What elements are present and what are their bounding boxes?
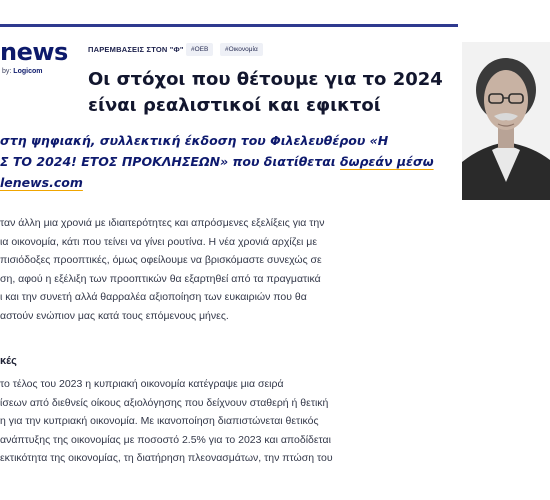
paragraph-2-line: ανάπτυξης της οικονομίας με ποσοστό 2.5% για το 2023 και αποδίδεται — [0, 433, 331, 446]
paragraph-2-line: το τέλος του 2023 η κυπριακή οικονομία κατέγραψε μια σειρά — [0, 378, 284, 390]
paragraph-1-line: ταν άλλη μια χρονιά με ιδιαιτερότητες και απρόσμενες εξελίξεις για την — [0, 217, 325, 229]
logo-tagline-prefix: by: — [2, 68, 12, 75]
section-subheading: κές — [0, 355, 17, 367]
intro-line-3 — [0, 172, 448, 193]
free-access-link[interactable]: δωρεάν μέσω — [340, 154, 434, 169]
article-headline — [88, 67, 458, 119]
headline-line-2: είναι ρεαλιστικοί και εφικτοί — [88, 95, 381, 116]
site-logo[interactable]: news — [0, 38, 68, 66]
paragraph-1-line: ση, αφού η εξέλιξη των προοπτικών θα εξαρτηθεί από τα πραγματικά — [0, 272, 321, 285]
intro-line-2 — [0, 151, 448, 172]
paragraph-2-line: η για την κυπριακή οικονομία. Με ικανοποίηση διαπιστώνεται θετικός — [0, 415, 319, 427]
intro-line-2-text: Σ ΤΟ 2024! ΕΤΟΣ ΠΡΟΚΛΗΣΕΩΝ» που διατίθεται — [0, 154, 341, 169]
paragraph-1-line: ια οικονομία, κάτι που τείνει να γίνει ρουτίνα. Η νέα χρονιά αρχίζει με — [0, 235, 318, 248]
headline-line-1: Οι στόχοι που θέτουμε για το 2024 — [88, 69, 443, 90]
paragraph-2-line: εκτικότητα της οικονομίας, τη διατήρηση πλεονασμάτων, την πτώση του — [0, 452, 333, 464]
tag-economy[interactable]: #Οικονομία — [220, 43, 263, 56]
author-photo — [462, 42, 550, 200]
intro-line-1: στη ψηφιακή, συλλεκτική έκδοση του Φιλελευθέρου «Η — [0, 133, 389, 148]
article-intro — [0, 130, 448, 193]
paragraph-1-line: ι και την συνετή αλλά θαρραλέα αξιοποίηση των ευκαιριών που θα — [0, 291, 307, 303]
paragraph-1 — [0, 214, 460, 325]
header-rule — [0, 24, 458, 27]
logo-tagline-brand: Logicom — [13, 68, 43, 75]
paragraph-2 — [0, 375, 460, 468]
section-label[interactable]: ΠΑΡΕΜΒΑΣΕΙΣ ΣΤΟΝ "Φ" — [88, 45, 184, 54]
paragraph-1-line: πισιόδοξες προοπτικές, όμως οφείλουμε να βρισκόμαστε συνεχώς σε — [0, 254, 322, 266]
tag-oeb[interactable]: #ΟΕΒ — [186, 43, 213, 56]
paragraph-1-line: αστούν ενώπιον μας κατά τους επόμενους μήνες. — [0, 309, 229, 322]
logo-tagline — [2, 68, 42, 75]
paragraph-2-line: ίσεων από διεθνείς οίκους αξιολόγησης που δείχνουν σταθερή ή θετική — [0, 396, 329, 409]
site-url-link[interactable]: lenews.com — [0, 175, 83, 190]
